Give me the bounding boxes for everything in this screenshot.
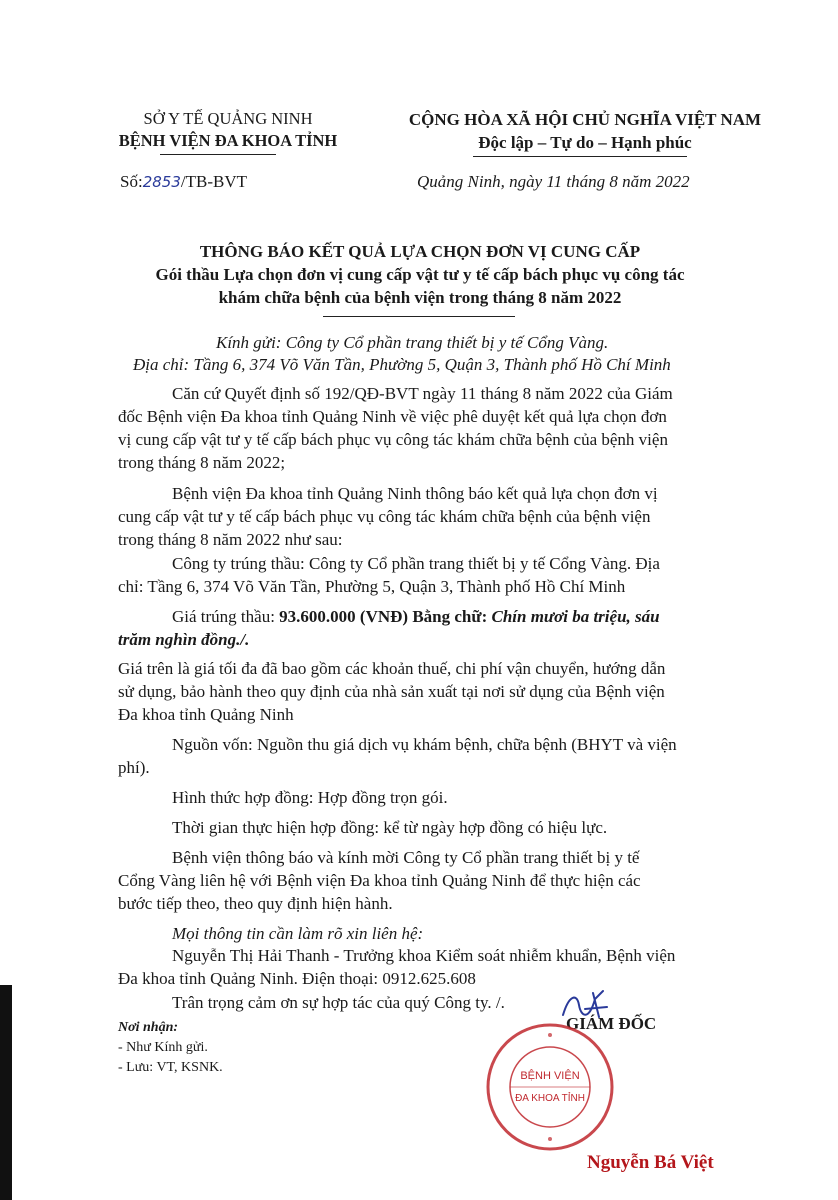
price-words-line-1: Chín mươi ba triệu, sáu [491,607,660,626]
para-4-line-3: Đa khoa tỉnh Quảng Ninh [118,705,294,724]
doc-no-handwritten: 2853 [142,173,181,191]
closing-thanks: Trân trọng cảm ơn sự hợp tác của quý Công ty. /. [172,993,505,1012]
doc-no-suffix: /TB-BVT [180,172,247,191]
org-line-2: BỆNH VIỆN ĐA KHOA TỈNH [118,131,338,150]
addressee-to: Kính gửi: Công ty Cổ phần trang thiết bị y tế Cổng Vàng. [216,333,609,352]
recipients-label: Nơi nhận: [118,1020,179,1035]
contact-intro: Mọi thông tin cần làm rõ xin liên hệ: [172,924,424,943]
price-label: Giá trúng thầu: [172,607,280,626]
recipient-1: - Như Kính gửi. [118,1040,208,1055]
winning-price-line [172,606,660,628]
header-left-rule [160,154,276,155]
para-2-line-2: cung cấp vật tư y tế cấp bách phục vụ công tác khám chữa bệnh của bệnh viện [118,507,651,526]
title-line-3: khám chữa bệnh của bệnh viện trong tháng 8 năm 2022 [218,288,622,307]
para-3-line-2: chỉ: Tầng 6, 374 Võ Văn Tần, Phường 5, Quận 3, Thành phố Hồ Chí Minh [118,577,626,596]
price-words-line-2: trăm nghìn đồng./. [118,630,250,649]
contract-period: Thời gian thực hiện hợp đồng: kể từ ngày hợp đồng có hiệu lực. [172,818,608,837]
addressee-address: Địa chỉ: Tầng 6, 374 Võ Văn Tần, Phường 5, Quận 3, Thành phố Hồ Chí Minh [133,355,671,374]
date-line: Quảng Ninh, ngày 11 tháng 8 năm 2022 [417,172,690,191]
para-5-line-1: Nguồn vốn: Nguồn thu giá dịch vụ khám bệnh, chữa bệnh (BHYT và viện [172,735,677,754]
document-number [120,172,247,192]
para-2-line-3: trong tháng 8 năm 2022 như sau: [118,530,343,549]
para-8-line-2: Cổng Vàng liên hệ với Bệnh viện Đa khoa tỉnh Quảng Ninh để thực hiện các [118,871,641,890]
signer-name: Nguyễn Bá Việt [587,1152,714,1173]
para-1-line-2: đốc Bệnh viện Đa khoa tỉnh Quảng Ninh về việc phê duyệt kết quả lựa chọn đơn [118,407,667,426]
recipient-2: - Lưu: VT, KSNK. [118,1060,223,1075]
contract-type: Hình thức hợp đồng: Hợp đồng trọn gói. [172,788,448,807]
para-5-line-2: phí). [118,758,150,777]
para-4-line-1: Giá trên là giá tối đa đã bao gồm các khoản thuế, chi phí vận chuyển, hướng dẫn [118,659,666,678]
price-unit: (VNĐ) Bằng chữ: [355,607,492,626]
title-rule [323,316,515,317]
national-header [385,108,785,154]
para-8-line-3: bước tiếp theo, theo quy định hiện hành. [118,894,393,913]
para-1-line-1: Căn cứ Quyết định số 192/QĐ-BVT ngày 11 tháng 8 năm 2022 của Giám [172,384,673,403]
official-seal [484,1021,616,1153]
para-3-line-1: Công ty trúng thầu: Công ty Cổ phần trang thiết bị y tế Cổng Vàng. Địa [172,554,660,573]
org-line-1: SỞ Y TẾ QUẢNG NINH [143,109,313,128]
price-value: 93.600.000 [279,607,356,626]
issuing-organization [88,108,368,152]
para-1-line-4: trong tháng 8 năm 2022; [118,453,286,472]
seal-text-1: BỆNH VIỆN [520,1070,580,1082]
contact-line-2: Đa khoa tỉnh Quảng Ninh. Điện thoại: 0912.625.608 [118,969,476,988]
para-2-line-1: Bệnh viện Đa khoa tỉnh Quảng Ninh thông báo kết quả lựa chọn đơn vị [172,484,658,503]
seal-text-2: ĐA KHOA TỈNH [515,1093,585,1104]
doc-no-prefix: Số: [120,172,143,191]
header-right-rule [473,156,687,157]
title-line-2: Gói thầu Lựa chọn đơn vị cung cấp vật tư y tế cấp bách phục vụ công tác [155,265,685,284]
para-8-line-1: Bệnh viện thông báo và kính mời Công ty Cổ phần trang thiết bị y tế [172,848,640,867]
director-title: GIÁM ĐỐC [566,1014,657,1033]
contact-line-1: Nguyễn Thị Hải Thanh - Trưởng khoa Kiểm soát nhiễm khuẩn, Bệnh viện [172,946,676,965]
scan-edge-strip [0,985,12,1200]
nation-title: CỘNG HÒA XÃ HỘI CHỦ NGHĨA VIỆT NAM [408,110,762,129]
title-line-1: THÔNG BÁO KẾT QUẢ LỰA CHỌN ĐƠN VỊ CUNG CẤP [199,242,641,261]
document-title [110,240,730,309]
para-1-line-3: vị cung cấp vật tư y tế cấp bách phục vụ công tác khám chữa bệnh của bệnh viện [118,430,668,449]
para-4-line-2: sử dụng, bảo hành theo quy định của nhà sản xuất tại nơi sử dụng của Bệnh viện [118,682,665,701]
motto: Độc lập – Tự do – Hạnh phúc [478,133,692,152]
